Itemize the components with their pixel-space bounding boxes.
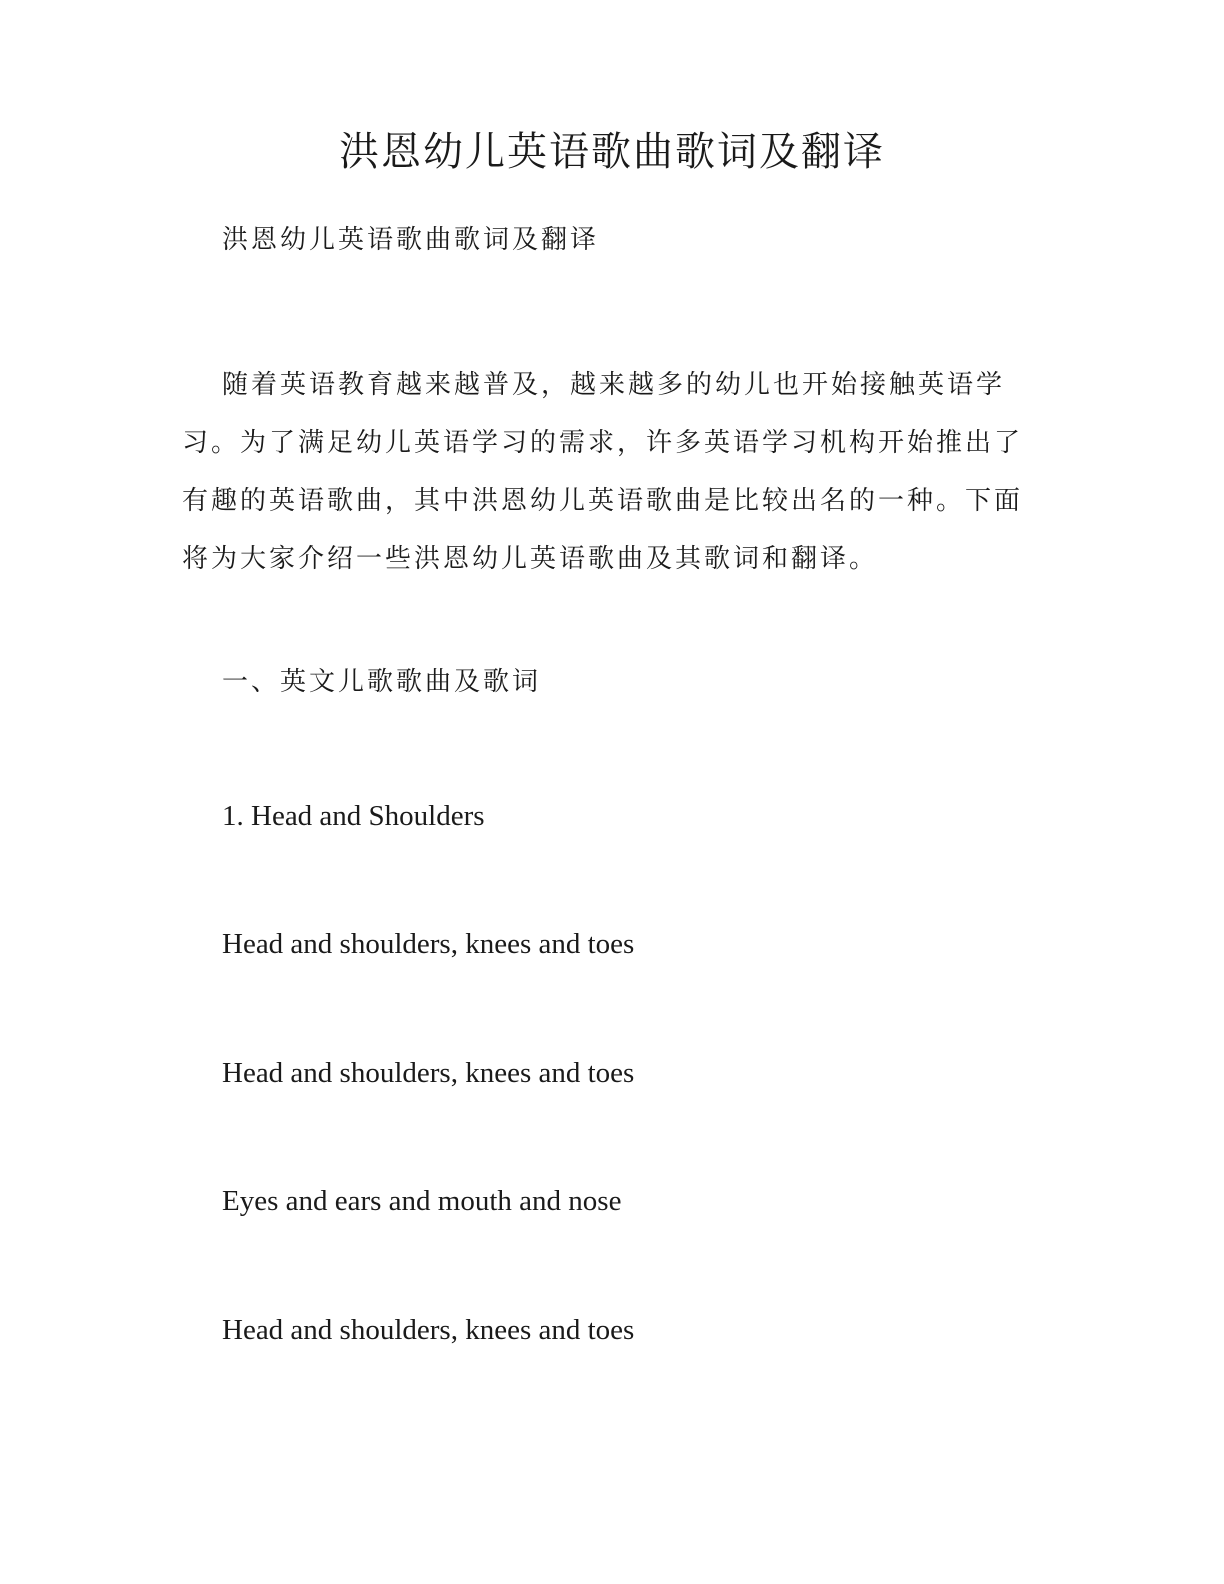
lyric-line: Head and shoulders, knees and toes [222, 1057, 635, 1089]
lyric-line: Eyes and ears and mouth and nose [222, 1185, 622, 1217]
intro-paragraph: 随着英语教育越来越普及，越来越多的幼儿也开始接触英语学习。为了满足幼儿英语学习的需求，许多英语学习机构开始推出了有趣的英语歌曲，其中洪恩幼儿英语歌曲是比较出名的一种。下面将为大家介绍一些洪恩幼儿英语歌曲及其歌词和翻译。 [182, 370, 1024, 574]
song-title: 1. Head and Shoulders [222, 800, 485, 832]
document-title: 洪恩幼儿英语歌曲歌词及翻译 [339, 129, 885, 175]
document-subtitle: 洪恩幼儿英语歌曲歌词及翻译 [222, 225, 600, 255]
lyric-line: Head and shoulders, knees and toes [222, 928, 635, 960]
section-heading: 一、英文儿歌歌曲及歌词 [222, 667, 542, 697]
lyric-line: Head and shoulders, knees and toes [222, 1314, 635, 1346]
